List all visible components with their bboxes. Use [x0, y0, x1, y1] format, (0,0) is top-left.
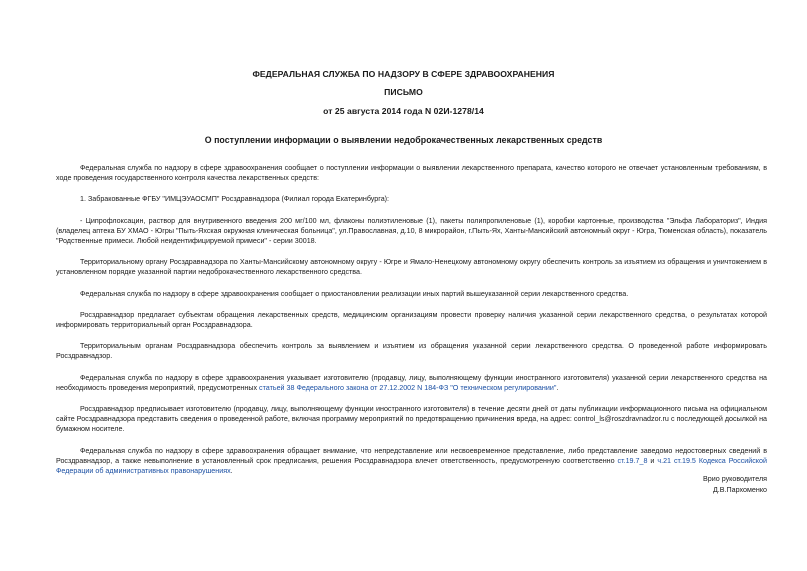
paragraph-intro: Федеральная служба по надзору в сфере здравоохранения сообщает о поступлении информации о выявлении лекарственного препарата, качество которого не отвечает установленным требованиям, в ходе проведения государственного контроля качества лекарственных средств: — [56, 164, 767, 183]
paragraph-rejected-list: 1. Забракованные ФГБУ "ИМЦЭУАОСМП" Росздравнадзора (Филиал города Екатеринбурга): — [80, 195, 390, 204]
signature-name: Д.В.Пархоменко — [712, 486, 767, 494]
paragraph-text: Федеральная служба по надзору в сфере здравоохранения обращает внимание, что непредставление или несвоевременное представление, либо представление заведомо недостоверных сведений в Росздравнадзор, а также невыполнение в установленный срок предписания, решения Росздравнадзора влечет ответственность, предусмотренную соответственно — [56, 446, 767, 465]
paragraph-text: . — [230, 467, 233, 476]
document-subject: О поступлении информации о выявлении недоброкачественных лекарственных средств — [204, 135, 603, 145]
paragraph-verification: Росздравнадзор предлагает субъектам обращения лекарственных средств, медицинским организациям провести проверку наличия указанной серии лекарственного средства, о результатах которой информировать территориальный орган Росздравнадзора. — [56, 310, 767, 330]
document-type: ПИСЬМО — [384, 87, 423, 97]
paragraph-text: . — [556, 383, 559, 392]
paragraph-liability — [56, 446, 767, 477]
paragraph-drug-item: - Ципрофлоксацин, раствор для внутривенного введения 200 мг/100 мл, флаконы полиэтиленовые (1), пакеты полипропиленовые (1), коробки картонные, производства "Эльфа Лабораториз", Индия (владелец аптека БУ ХМАО - Югры "Пыть-Яхская окружная клиническая больница", ул.Православная, д.10, 8 микрорайон, г.Пыть-Ях, Ханты-Мансийский автономный округ - Югра, Тюменская область), показатель "Родственные примеси. Любой неидентифицируемой примеси" - серии 30018. — [56, 216, 767, 246]
article-19-7-8-link[interactable]: ст.19.7_8 — [617, 456, 648, 465]
paragraph-suspension: Федеральная служба по надзору в сфере здравоохранения сообщает о приостановлении реализации иных партий вышеуказанной серии лекарственного средства. — [80, 289, 629, 298]
agency-title: ФЕДЕРАЛЬНАЯ СЛУЖБА ПО НАДЗОРУ В СФЕРЕ ЗДРАВООХРАНЕНИЯ — [252, 69, 555, 79]
paragraph-text: Федеральная служба по надзору в сфере здравоохранения указывает изготовителю (продавцу, лицу, выполняющему функции иностранного изготовителя) указанной серии лекарственного средства на необходимость проведения мероприятий, предусмотренных — [56, 373, 767, 392]
paragraph-territorial-order: Территориальному органу Росздравнадзора по Ханты-Мансийскому автономному округу - Югре и Ямало-Ненецкому автономному округу обеспечить контроль за изъятием из обращения и уничтожением в установленном порядке указанной партии недоброкачественного лекарственного средства. — [56, 258, 767, 277]
paragraph-control: Территориальным органам Росздравнадзора обеспечить контроль за выявлением и изъятием из обращения указанной серии лекарственного средства. О проведенной работе информировать Росздравнадзор. — [56, 342, 767, 361]
paragraph-manufacturer-measures — [56, 373, 767, 393]
article-19-5-link[interactable]: ч.21 ст.19.5 Кодекса Российской Федерации об административных правонарушениях — [56, 456, 767, 476]
paragraph-text: и — [647, 456, 658, 465]
document-body — [56, 163, 767, 487]
document-date-number: от 25 августа 2014 года N 02И-1278/14 — [323, 106, 484, 116]
signature-position: Врио руководителя — [703, 475, 767, 483]
paragraph-prescription: Росздравнадзор предписывает изготовителю (продавцу, лицу, выполняющему функции иностранного изготовителя) в течение десяти дней от даты публикации информационного письма на официальном сайте Росздравнадзора представить сведения о проведенной работе, включая программу мероприятий по предотвращению причинения вреда, на адрес: control_ls@roszdravnadzor.ru с последующей досылкой на бумажном носителе. — [56, 405, 767, 434]
law-184-link[interactable]: статьей 38 Федерального закона от 27.12.2002 N 184-ФЗ "О техническом регулировании" — [259, 383, 557, 392]
